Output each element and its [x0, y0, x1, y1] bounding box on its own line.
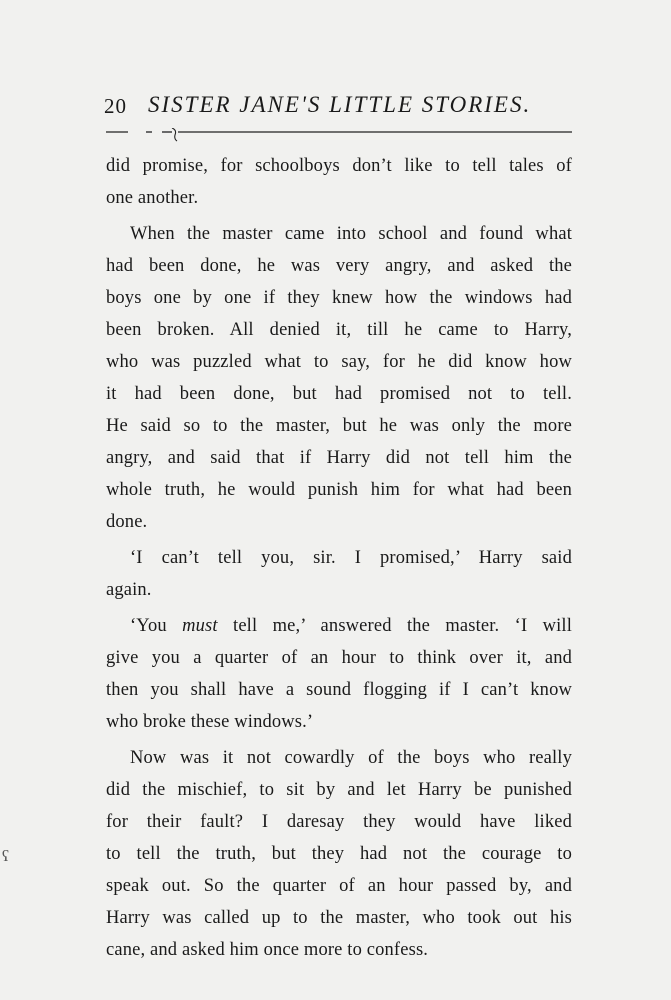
text-line: cane, and asked him once more to confess. — [106, 940, 429, 960]
text-line: whole truth, he would punish him for what had been — [106, 480, 572, 500]
text-line: boys one by one if they knew how the windows had — [106, 288, 572, 308]
text-line: again. — [106, 580, 152, 600]
text-line: angry, and said that if Harry did not tell him the — [106, 448, 572, 468]
text-line: then you shall have a sound flogging if I can’t know — [106, 680, 572, 700]
text-line: He said so to the master, but he was only the more — [106, 416, 572, 436]
emphasis-word: must — [182, 616, 218, 636]
text-line: did the mischief, to sit by and let Harry be punished — [106, 780, 572, 800]
text-line: had been done, he was very angry, and asked the — [106, 256, 572, 276]
text-line: done. — [106, 512, 148, 532]
page-header — [104, 92, 574, 124]
body-text — [106, 150, 572, 966]
paragraph — [106, 542, 572, 606]
text-line: for their fault? I daresay they would have liked — [106, 812, 572, 832]
text-fragment: ‘You — [130, 616, 183, 636]
header-rule — [106, 128, 572, 144]
text-line: to tell the truth, but they had not the courage to — [106, 844, 572, 864]
text-line: When the master came into school and found what — [130, 224, 572, 244]
text-line: speak out. So the quarter of an hour passed by, and — [106, 876, 572, 896]
paragraph — [106, 218, 572, 538]
text-line: ‘I can’t tell you, sir. I promised,’ Harry said — [130, 548, 572, 568]
running-title: SISTER JANE'S LITTLE STORIES. — [148, 92, 532, 117]
paragraph — [106, 610, 572, 738]
margin-mark: ʕ — [2, 848, 10, 865]
text-line: Now was it not cowardly of the boys who really — [130, 748, 572, 768]
paragraph — [106, 742, 572, 966]
paragraph — [106, 150, 572, 214]
text-line: who was puzzled what to say, for he did know how — [106, 352, 572, 372]
text-fragment: tell me,’ answered the master. ‘I will — [217, 616, 573, 636]
text-line: did promise, for schoolboys don’t like to tell tales of — [106, 156, 572, 176]
text-line: it had been done, but had promised not to tell. — [106, 384, 572, 404]
page-number: 20 — [104, 94, 127, 118]
text-line — [106, 610, 572, 642]
text-line: been broken. All denied it, till he came to Harry, — [106, 320, 572, 340]
text-line: Harry was called up to the master, who took out his — [106, 908, 572, 928]
text-line: who broke these windows.’ — [106, 712, 314, 732]
text-line: give you a quarter of an hour to think over it, and — [106, 648, 572, 668]
text-line: one another. — [106, 188, 199, 208]
